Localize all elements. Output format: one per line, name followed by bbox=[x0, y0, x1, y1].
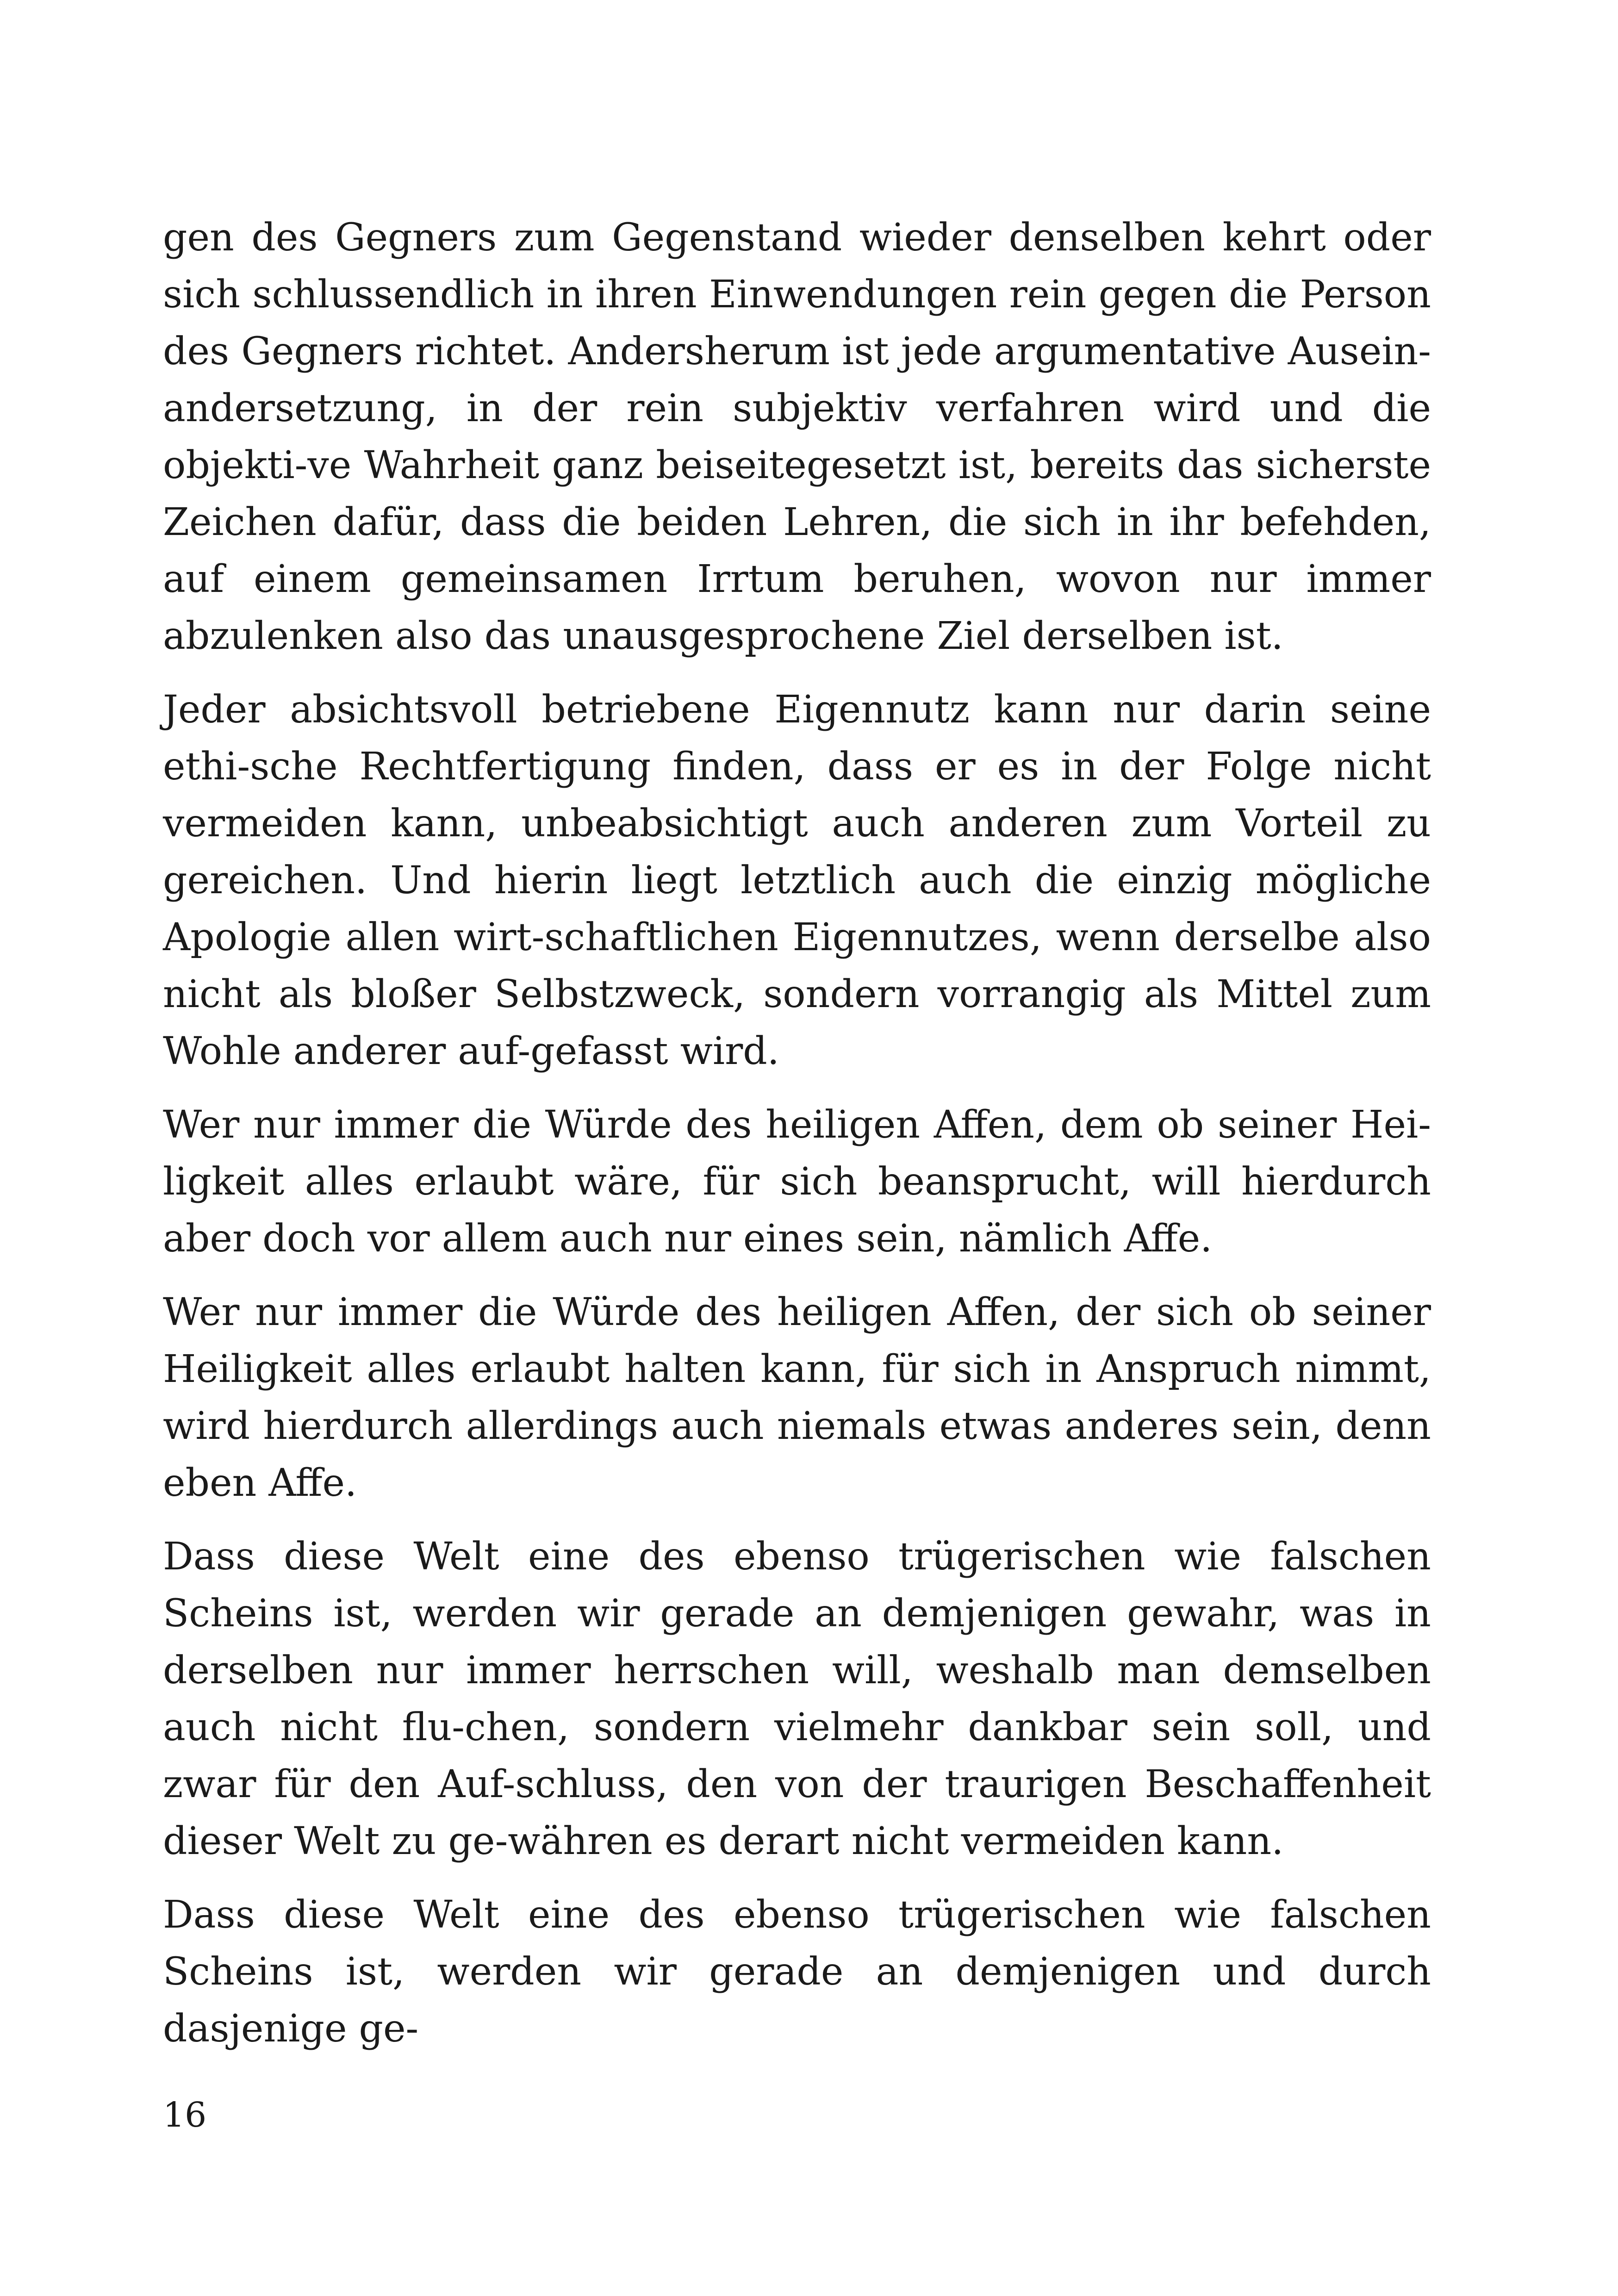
page-number: 16 bbox=[163, 2095, 207, 2135]
paragraph-1: gen des Gegners zum Gegenstand wieder denselben kehrt oder sich schlussendlich in ihren Einwendungen rein gegen die Person des Gegners richtet. Andersherum ist jede argumentative Ausein-andersetzung, in der rein subjektiv verfahren wird und die objekti-ve Wahrheit ganz beiseitegesetzt ist, bereits das sicherste Zeichen dafür, dass die beiden Lehren, die sich in ihr befehden, auf einem gemeinsamen Irrtum beruhen, wovon nur immer abzulenken also das unausgesprochene Ziel derselben ist. bbox=[163, 216, 1431, 658]
paragraph-5: Dass diese Welt eine des ebenso trügerischen wie falschen Scheins ist, werden wir gerade an demjenigen gewahr, was in derselben nur immer herrschen will, weshalb man demselben auch nicht flu-chen, sondern vielmehr dankbar sein soll, und zwar für den Auf-schluss, den von der traurigen Beschaffenheit dieser Welt zu ge-währen es derart nicht vermeiden kann. bbox=[163, 1535, 1431, 1863]
body-text bbox=[163, 209, 1431, 2074]
paragraph-6: Dass diese Welt eine des ebenso trügerischen wie falschen Scheins ist, werden wir gerade an demjenigen und durch dasjenige ge- bbox=[163, 1893, 1431, 2051]
paragraph-2: Jeder absichtsvoll betriebene Eigennutz kann nur darin seine ethi-sche Rechtfertigung finden, dass er es in der Folge nicht vermeiden kann, unbeabsichtigt auch anderen zum Vorteil zu gereichen. Und hierin liegt letztlich auch die einzig mögliche Apologie allen wirt-schaftlichen Eigennutzes, wenn derselbe also nicht als bloßer Selbstzweck, sondern vorrangig als Mittel zum Wohle anderer auf-gefasst wird. bbox=[163, 688, 1431, 1073]
paragraph-3: Wer nur immer die Würde des heiligen Affen, dem ob seiner Hei-ligkeit alles erlaubt wäre, für sich beansprucht, will hierdurch aber doch vor allem auch nur eines sein, nämlich Affe. bbox=[163, 1103, 1431, 1261]
paragraph-4: Wer nur immer die Würde des heiligen Affen, der sich ob seiner Heiligkeit alles erlaubt halten kann, für sich in Anspruch nimmt, wird hierdurch allerdings auch niemals etwas anderes sein, denn eben Affe. bbox=[163, 1290, 1431, 1505]
